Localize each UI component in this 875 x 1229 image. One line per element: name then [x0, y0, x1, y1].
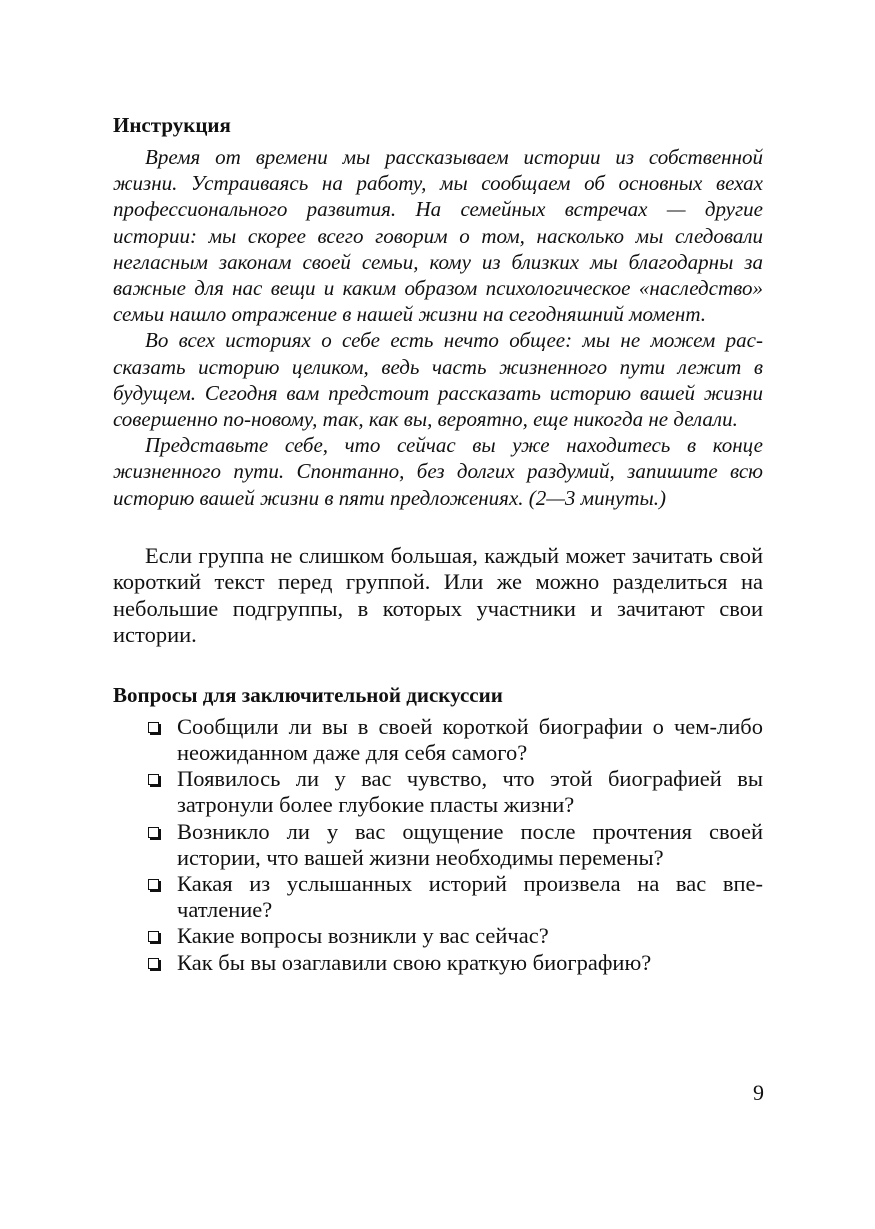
page-content [113, 110, 763, 976]
question-text: Как бы вы озаглавили свою краткую биографию? [177, 949, 652, 975]
question-item [146, 950, 763, 976]
discussion-questions-list [113, 714, 763, 976]
checkbox-icon [148, 931, 159, 942]
question-text: Какие вопросы возникли у вас сейчас? [177, 923, 549, 949]
question-item [146, 819, 763, 871]
page-number: 9 [753, 1080, 764, 1105]
question-text: Сообщили ли вы в своей короткой биографии о чем-либо неожиданном даже для себя самого? [177, 713, 763, 766]
discussion-questions-heading: Вопросы для заключительной дискуссии [113, 682, 503, 707]
checkbox-icon [148, 879, 159, 890]
instruction-paragraph-1: Время от времени мы рассказываем истории из собственной жизни. Устраиваясь на работу, мы сообщаем об основных вехах профессионального развития. На семейных встречах — другие истории: мы скорее всего говорим о том, насколько мы следовали негласным законам своей семьи, кому из близких мы благодарны за важные для нас вещи и каким образом психологическое «наследство» семьи нашло отражение в нашей жизни на сегодняшний момент. [113, 145, 763, 327]
question-item [146, 923, 763, 949]
question-text: Возникло ли у вас ощущение после прочтения своей истории, что вашей жизни необходимы перемены? [177, 818, 763, 870]
question-text: Появилось ли у вас чувство, что этой биографией вы затронули более глубокие пласты жизни? [177, 766, 763, 818]
instruction-paragraph-3: Представьте себе, что сейчас вы уже находитесь в конце жизненного пути. Спонтанно, без долгих раздумий, запишите всю историю вашей жизни в пяти предложениях. (2—3 минуты.) [113, 433, 763, 510]
group-reading-paragraph: Если группа не слишком большая, каждый может зачитать свой короткий текст перед группой. Или же можно разделиться на небольшие подгруппы, в которых участники и зачитают свои истории. [113, 542, 763, 648]
question-item [146, 714, 763, 766]
question-item [146, 766, 763, 818]
checkbox-icon [148, 958, 159, 969]
question-item [146, 871, 763, 923]
checkbox-icon [148, 722, 159, 733]
question-text: Какая из услышанных историй произвела на вас впечатление? [177, 871, 763, 923]
checkbox-icon [148, 827, 159, 838]
instruction-heading: Инструкция [113, 113, 231, 137]
instruction-paragraph-2: Во всех историях о себе есть нечто общее: мы не можем рассказать историю целиком, ведь часть жизненного пути лежит в будущем. Сегодня вам предстоит рассказать историю вашей жизни совершенно по-новому, так, как вы, вероятно, еще никогда не делали. [113, 328, 763, 432]
checkbox-icon [148, 774, 159, 785]
